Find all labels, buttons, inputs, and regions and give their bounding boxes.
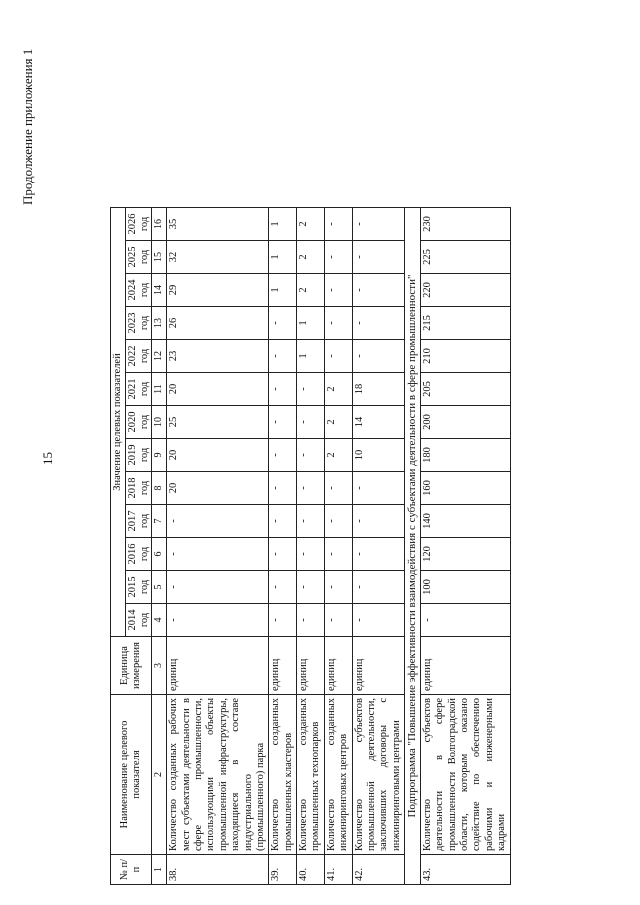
indicator-value: 10 bbox=[352, 439, 405, 472]
indicator-unit: единиц bbox=[420, 637, 510, 695]
year-label: 2014 bbox=[127, 609, 139, 631]
indicator-value: 2 bbox=[297, 274, 325, 307]
indicator-value: - bbox=[269, 439, 297, 472]
table-row bbox=[167, 208, 269, 885]
indicator-value: - bbox=[352, 505, 405, 538]
indicator-value: 1 bbox=[269, 208, 297, 241]
indicator-value: 2 bbox=[324, 439, 352, 472]
indicator-value: - bbox=[297, 571, 325, 604]
year-suffix: год bbox=[138, 414, 150, 430]
year-label: 2020 bbox=[127, 411, 139, 433]
year-label: 2018 bbox=[127, 477, 139, 499]
indicator-value: 20 bbox=[167, 439, 269, 472]
column-index: 5 bbox=[152, 571, 167, 604]
column-index: 1 bbox=[152, 855, 167, 885]
column-index: 14 bbox=[152, 274, 167, 307]
year-suffix: год bbox=[138, 315, 150, 331]
column-index: 6 bbox=[152, 538, 167, 571]
header-year-2026 bbox=[126, 208, 152, 241]
indicator-unit: единиц bbox=[167, 637, 269, 695]
indicator-value: 180 bbox=[420, 439, 510, 472]
year-suffix: год bbox=[138, 513, 150, 529]
indicator-value: 225 bbox=[420, 241, 510, 274]
indicator-value: - bbox=[324, 340, 352, 373]
header-year-2019 bbox=[126, 439, 152, 472]
indicator-value: - bbox=[352, 241, 405, 274]
column-index: 4 bbox=[152, 604, 167, 637]
indicator-value: - bbox=[269, 406, 297, 439]
row-number: 41. bbox=[324, 855, 352, 885]
header-year-2021 bbox=[126, 373, 152, 406]
indicator-value: - bbox=[269, 571, 297, 604]
table-row bbox=[297, 208, 325, 885]
year-label: 2025 bbox=[127, 246, 139, 268]
indicator-value: 20 bbox=[167, 373, 269, 406]
indicator-value: - bbox=[269, 604, 297, 637]
indicator-name: Количество созданных рабочих мест субъектами деятельности в сфере промышленности, использующими объекты промышленной инфраструктуры, находящиеся в составе индустриального (промышленного) парка bbox=[167, 695, 269, 855]
indicator-value: - bbox=[324, 538, 352, 571]
year-label: 2019 bbox=[127, 444, 139, 466]
indicator-value: 32 bbox=[167, 241, 269, 274]
indicator-value: - bbox=[324, 274, 352, 307]
row-number: 38. bbox=[167, 855, 269, 885]
header-no: № п/п bbox=[111, 855, 152, 885]
indicator-value: - bbox=[269, 505, 297, 538]
indicator-value: - bbox=[324, 472, 352, 505]
table-body bbox=[167, 208, 510, 885]
indicator-value: 26 bbox=[167, 307, 269, 340]
indicator-value: - bbox=[297, 439, 325, 472]
indicator-value: - bbox=[269, 307, 297, 340]
header-index-row bbox=[152, 208, 167, 885]
indicator-value: 20 bbox=[167, 472, 269, 505]
indicator-value: - bbox=[269, 373, 297, 406]
indicator-value: 100 bbox=[420, 571, 510, 604]
indicator-value: - bbox=[324, 604, 352, 637]
indicator-name: Количество созданных промышленных кластеров bbox=[269, 695, 297, 855]
year-suffix: год bbox=[138, 348, 150, 364]
table-row bbox=[420, 208, 510, 885]
column-index: 11 bbox=[152, 373, 167, 406]
indicator-value: 220 bbox=[420, 274, 510, 307]
indicator-unit: единиц bbox=[352, 637, 405, 695]
header-year-2024 bbox=[126, 274, 152, 307]
year-suffix: год bbox=[138, 546, 150, 562]
indicator-name: Количество субъектов деятельности в сфере промышленности Волгоградской области, которым оказано содействие по обеспечению рабочими и инженерными кадрами bbox=[420, 695, 510, 855]
year-suffix: год bbox=[138, 447, 150, 463]
year-label: 2022 bbox=[127, 345, 139, 367]
indicator-value: 29 bbox=[167, 274, 269, 307]
header-values-group: Значение целевых показателей bbox=[111, 208, 126, 637]
header-year-2017 bbox=[126, 505, 152, 538]
year-suffix: год bbox=[138, 480, 150, 496]
indicator-value: - bbox=[352, 274, 405, 307]
indicator-value: 230 bbox=[420, 208, 510, 241]
indicator-value: - bbox=[352, 208, 405, 241]
subprogram-title: Подпрограмма "Повышение эффективности взаимодействия с субъектами деятельности в сфере промышленности" bbox=[405, 208, 421, 885]
indicator-value: 205 bbox=[420, 373, 510, 406]
indicator-value: 1 bbox=[269, 241, 297, 274]
indicator-value: - bbox=[297, 406, 325, 439]
indicator-value: - bbox=[297, 538, 325, 571]
indicator-name: Количество созданных промышленных технопарков bbox=[297, 695, 325, 855]
indicator-value: - bbox=[167, 505, 269, 538]
header-year-2020 bbox=[126, 406, 152, 439]
year-label: 2024 bbox=[127, 279, 139, 301]
indicator-value: 200 bbox=[420, 406, 510, 439]
year-suffix: год bbox=[138, 381, 150, 397]
indicator-value: 2 bbox=[297, 208, 325, 241]
table-row bbox=[324, 208, 352, 885]
column-index: 16 bbox=[152, 208, 167, 241]
year-label: 2026 bbox=[127, 213, 139, 235]
column-index: 8 bbox=[152, 472, 167, 505]
indicator-value: - bbox=[352, 604, 405, 637]
year-label: 2023 bbox=[127, 312, 139, 334]
indicators-table bbox=[110, 207, 511, 885]
indicator-unit: единиц bbox=[297, 637, 325, 695]
year-suffix: год bbox=[138, 612, 150, 628]
indicator-value: 23 bbox=[167, 340, 269, 373]
indicator-value: - bbox=[352, 307, 405, 340]
year-suffix: год bbox=[138, 249, 150, 265]
subprogram-row bbox=[405, 208, 421, 885]
indicator-value: - bbox=[324, 208, 352, 241]
header-unit: Единица измерения bbox=[111, 637, 152, 695]
indicator-unit: единиц bbox=[324, 637, 352, 695]
page-number: 15 bbox=[40, 452, 55, 465]
year-label: 2015 bbox=[127, 576, 139, 598]
row-number: 40. bbox=[297, 855, 325, 885]
year-suffix: год bbox=[138, 579, 150, 595]
column-index: 3 bbox=[152, 637, 167, 695]
indicator-value: 35 bbox=[167, 208, 269, 241]
indicator-value: - bbox=[297, 604, 325, 637]
indicator-value: 210 bbox=[420, 340, 510, 373]
column-index: 2 bbox=[152, 695, 167, 855]
indicator-value: 160 bbox=[420, 472, 510, 505]
year-label: 2021 bbox=[127, 378, 139, 400]
indicator-value: - bbox=[420, 604, 510, 637]
indicator-value: - bbox=[324, 571, 352, 604]
indicator-unit: единиц bbox=[269, 637, 297, 695]
row-number: 43. bbox=[420, 855, 510, 885]
header-year-2015 bbox=[126, 571, 152, 604]
indicator-value: - bbox=[324, 241, 352, 274]
indicator-value: 120 bbox=[420, 538, 510, 571]
table-row bbox=[352, 208, 405, 885]
indicator-name: Количество субъектов промышленной деятельности, заключивших договоры с инжиниринговыми центрами bbox=[352, 695, 405, 855]
indicator-value: 140 bbox=[420, 505, 510, 538]
indicator-value: - bbox=[167, 538, 269, 571]
header-year-2023 bbox=[126, 307, 152, 340]
indicator-value: 2 bbox=[297, 241, 325, 274]
indicator-value: - bbox=[297, 373, 325, 406]
indicator-value: 1 bbox=[297, 340, 325, 373]
header-year-2018 bbox=[126, 472, 152, 505]
indicator-value: - bbox=[324, 505, 352, 538]
indicator-value: 2 bbox=[324, 406, 352, 439]
header-name: Наименование целевого показателя bbox=[111, 695, 152, 855]
indicator-value: 14 bbox=[352, 406, 405, 439]
header-year-2025 bbox=[126, 241, 152, 274]
indicator-value: - bbox=[269, 472, 297, 505]
indicator-value: - bbox=[352, 340, 405, 373]
indicator-value: - bbox=[324, 307, 352, 340]
year-suffix: год bbox=[138, 216, 150, 232]
column-index: 13 bbox=[152, 307, 167, 340]
indicator-value: - bbox=[352, 571, 405, 604]
continuation-note: Продолжение приложения 1 bbox=[20, 48, 35, 205]
header-year-2016 bbox=[126, 538, 152, 571]
indicator-value: - bbox=[269, 538, 297, 571]
indicator-value: - bbox=[352, 472, 405, 505]
indicator-value: - bbox=[167, 571, 269, 604]
column-index: 10 bbox=[152, 406, 167, 439]
header-year-2014 bbox=[126, 604, 152, 637]
indicator-value: - bbox=[269, 340, 297, 373]
row-number: 42. bbox=[352, 855, 405, 885]
column-index: 15 bbox=[152, 241, 167, 274]
column-index: 9 bbox=[152, 439, 167, 472]
year-label: 2017 bbox=[127, 510, 139, 532]
header-year-2022 bbox=[126, 340, 152, 373]
indicator-value: - bbox=[167, 604, 269, 637]
row-number: 39. bbox=[269, 855, 297, 885]
indicator-value: - bbox=[297, 472, 325, 505]
year-label: 2016 bbox=[127, 543, 139, 565]
indicator-name: Количество созданных инжиниринговых центров bbox=[324, 695, 352, 855]
column-index: 12 bbox=[152, 340, 167, 373]
indicator-value: 25 bbox=[167, 406, 269, 439]
indicator-value: 215 bbox=[420, 307, 510, 340]
indicator-value: 18 bbox=[352, 373, 405, 406]
indicator-value: 1 bbox=[269, 274, 297, 307]
table-row bbox=[269, 208, 297, 885]
indicator-value: 1 bbox=[297, 307, 325, 340]
indicator-value: 2 bbox=[324, 373, 352, 406]
indicator-value: - bbox=[352, 538, 405, 571]
year-suffix: год bbox=[138, 282, 150, 298]
column-index: 7 bbox=[152, 505, 167, 538]
indicator-value: - bbox=[297, 505, 325, 538]
